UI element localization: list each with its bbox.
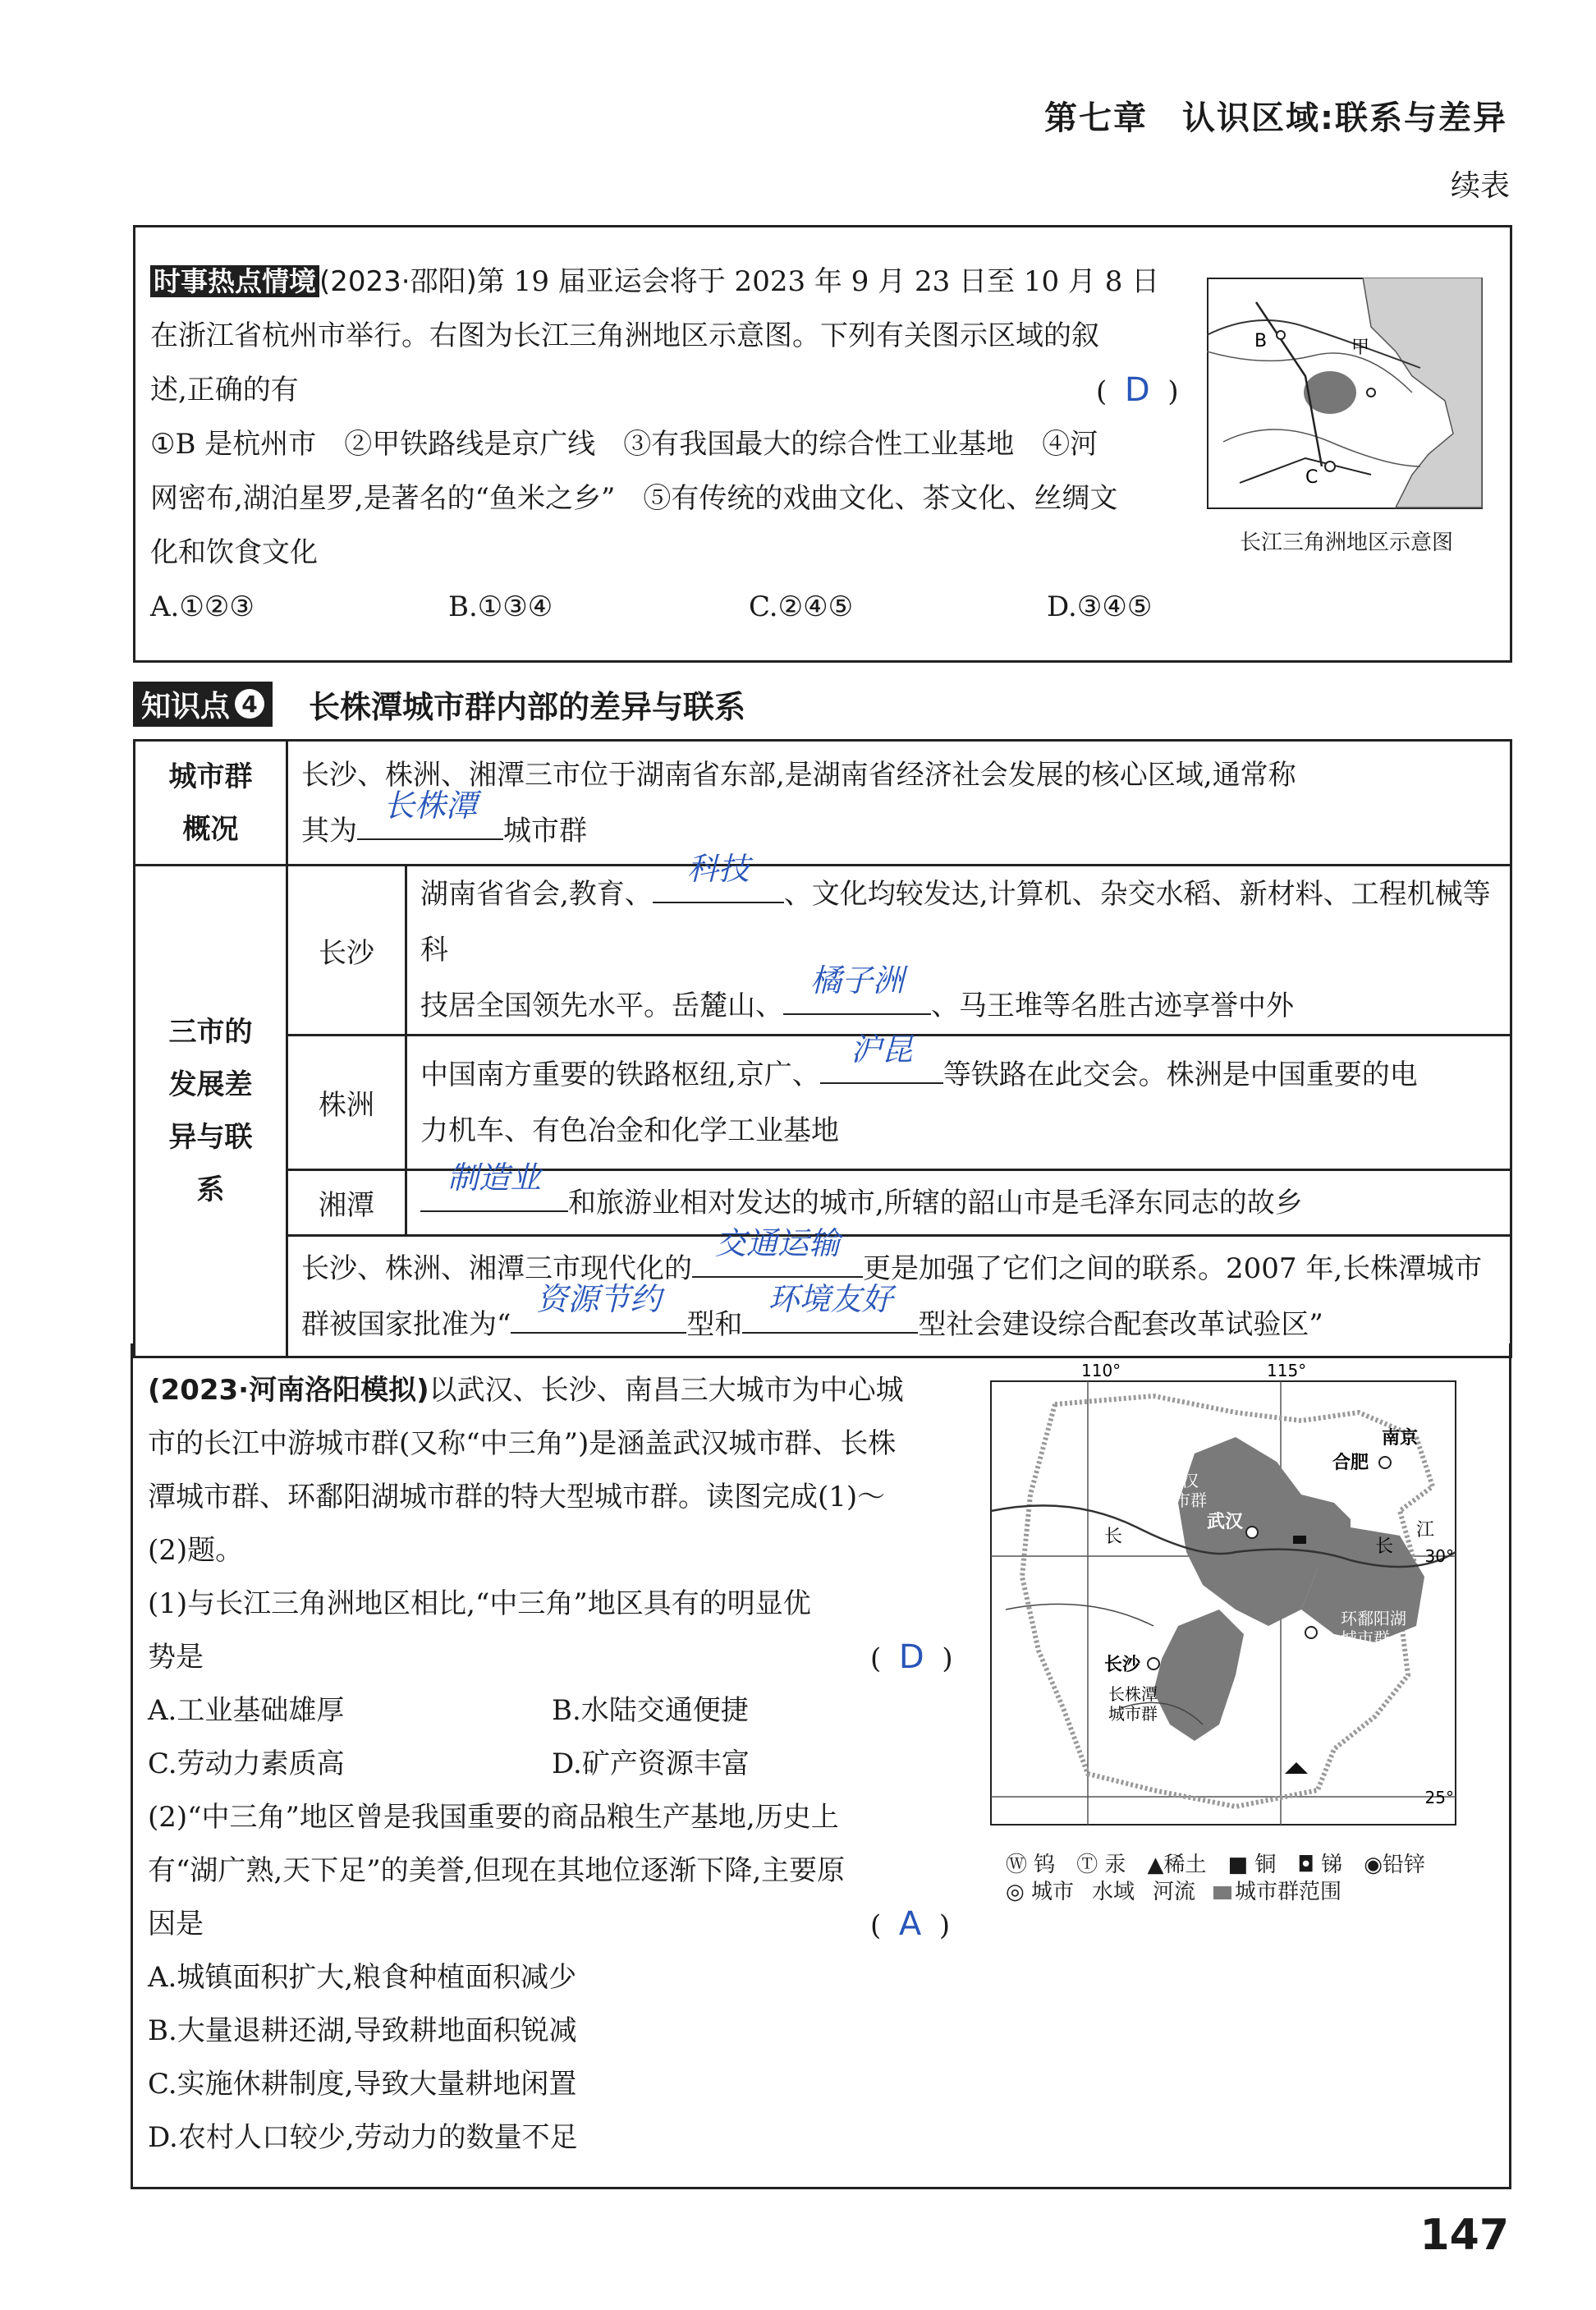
legend-mercury: Ⓣ 汞 <box>1076 1853 1126 1877</box>
link-blank-2[interactable]: 资源节约 <box>511 1302 686 1334</box>
q2-sub2-option-c[interactable]: C.实施休耕制度,导致大量耕地闲置 <box>148 2068 577 2101</box>
q2-sub1-option-d[interactable]: D.矿产资源丰富 <box>552 1747 750 1780</box>
zhuzhou-cell <box>406 1031 1511 1170</box>
map-label-chang: 长 <box>1104 1527 1123 1547</box>
map-label-nanjing: 南京 <box>1382 1428 1419 1449</box>
link-blank-3[interactable]: 环境友好 <box>742 1302 918 1334</box>
map-label-py-group-1: 环鄱阳湖 <box>1341 1609 1406 1628</box>
q2-sub1-line-1: (1)与长江三角洲地区相比,“中三角”地区具有的明显优 <box>148 1587 811 1620</box>
map-lat-30: 30° <box>1424 1546 1454 1566</box>
city-xiangtan: 湘潭 <box>287 1170 406 1236</box>
changsha-blank-1[interactable]: 科技 <box>653 872 784 903</box>
q2-intro-2: 市的长江中游城市群(又称“中三角”)是涵盖武汉城市群、长株 <box>148 1427 897 1460</box>
q2-sub2-line-1: (2)“中三角”地区曾是我国重要的商品粮生产基地,历史上 <box>148 1801 839 1834</box>
map-label-wuhan-group-1: 武汉 <box>1166 1471 1199 1490</box>
q1-line-2: 在浙江省杭州市举行。右图为长江三角洲地区示意图。下列有关图示区域的叙 <box>150 319 1099 352</box>
q2-sub2-option-b[interactable]: B.大量退耕还湖,导致耕地面积锐减 <box>148 2014 577 2047</box>
legend-group-range: 城市群范围 <box>1213 1875 1341 1905</box>
q1-source: (2023·邵阳) <box>319 265 477 298</box>
q2-sub1-option-c[interactable]: C.劳动力素质高 <box>148 1747 345 1780</box>
badge-text: 知识点 <box>141 689 231 723</box>
q2-sub2-option-d[interactable]: D.农村人口较少,劳动力的数量不足 <box>148 2121 578 2154</box>
legend-water: 水域 <box>1091 1880 1135 1904</box>
overview-line-1: 长沙、株洲、湘潭三市位于湖南省东部,是湖南省经济社会发展的核心区域,通常称 <box>301 758 1296 792</box>
q2-sub1-bracket: ( D ) <box>870 1638 953 1676</box>
link-line-2: 群被国家批准为“ 资源节约 型和 环境友好 型社会建设综合配套改革试验区” <box>301 1280 1323 1341</box>
q2-sub2-answer: A <box>898 1905 922 1943</box>
legend-copper: ■ 铜 <box>1227 1853 1277 1877</box>
map-lon-115: 115° <box>1267 1363 1307 1380</box>
copper-icon <box>1293 1536 1306 1544</box>
map-lon-110: 110° <box>1081 1363 1121 1380</box>
chapter-title: 第七章 认识区域:联系与差异 <box>1044 99 1507 137</box>
page-number: 147 <box>1419 2211 1509 2260</box>
map-legend-row-2 <box>1006 1875 1341 1905</box>
q1-line-1 <box>150 255 1159 309</box>
map-label-changsha: 长沙 <box>1104 1655 1141 1675</box>
map-label-chang2: 长 <box>1375 1536 1394 1557</box>
changsha-city-icon <box>1148 1658 1159 1669</box>
overview-cell <box>287 741 1511 866</box>
knowledge-table <box>133 739 1512 1358</box>
bracket-close: ) <box>1167 375 1179 408</box>
badge-number: 4 <box>235 689 264 719</box>
q2-sub2-line-3: 因是 <box>148 1908 204 1940</box>
legend-tungsten: Ⓦ 钨 <box>1006 1853 1056 1877</box>
map-label-cz-group-2: 城市群 <box>1108 1704 1158 1724</box>
xiangtan-cell: 制造业 和旅游业相对发达的城市,所辖的韶山市是毛泽东同志的故乡 <box>406 1170 1511 1236</box>
map-lat-25: 25° <box>1424 1788 1454 1807</box>
q2-sub2-line-2: 有“湖广熟,天下足”的美誉,但现在其地位逐渐下降,主要原 <box>148 1854 846 1887</box>
q1-answer: D <box>1124 371 1150 409</box>
changsha-line-1: 湖南省省会,教育、 科技 、文化均较发达,计算机、杂交水稻、新材料、工程机械等科 <box>420 851 1491 967</box>
q2-sub2-bracket: ( A ) <box>870 1905 951 1943</box>
overview-line-2: 其为 长株潭 城市群 <box>301 787 587 847</box>
q2-sub1-line-2: 势是 <box>148 1641 204 1674</box>
changsha-line-2: 技居全国领先水平。岳麓山、 橘子洲 、马王堆等名胜古迹享誉中外 <box>420 962 1294 1022</box>
q1-line-4: ①B 是杭州市 ②甲铁路线是京广线 ③有我国最大的综合性工业基地 ④河 <box>150 428 1098 461</box>
map-label-py-group-2: 城市群 <box>1341 1628 1390 1648</box>
overview-head: 城市群 概况 <box>135 741 287 866</box>
map-label-nanchang: 南昌 <box>1289 1640 1326 1660</box>
map-legend-row-1 <box>1006 1848 1425 1878</box>
hefei-city-icon <box>1379 1457 1391 1468</box>
q1-option-a[interactable]: A.①②③ <box>150 590 255 623</box>
link-cell <box>287 1224 1511 1357</box>
zhuzhou-blank[interactable]: 沪昆 <box>820 1053 943 1084</box>
legend-lead-zinc: ◉铅锌 <box>1364 1853 1425 1877</box>
legend-antimony: ◘ 锑 <box>1297 1853 1343 1877</box>
map-label-cz-group-1: 长株潭 <box>1108 1684 1158 1704</box>
legend-city: ◎ 城市 <box>1006 1880 1074 1904</box>
wuhan-city-icon <box>1246 1527 1258 1538</box>
changsha-blank-2[interactable]: 橘子洲 <box>783 984 931 1015</box>
q2-intro-4: (2)题。 <box>148 1534 244 1567</box>
knowledge-badge <box>133 682 273 727</box>
q1-line-3: 述,正确的有 <box>150 374 299 406</box>
zhuzhou-line-2: 力机车、有色冶金和化学工业基地 <box>420 1114 839 1147</box>
nanchang-city-icon <box>1305 1627 1317 1638</box>
city-changsha: 长沙 <box>287 866 406 1036</box>
q1-line-5: 网密布,湖泊星罗,是著名的“鱼米之乡” ⑤有传统的戏曲文化、茶文化、丝绸文 <box>150 482 1118 515</box>
overview-blank[interactable]: 长株潭 <box>357 809 503 840</box>
map-caption: 长江三角洲地区示意图 <box>1240 530 1454 555</box>
q2-sub1-option-b[interactable]: B.水陆交通便捷 <box>552 1694 749 1727</box>
q2-intro-3: 潭城市群、环鄱阳湖城市群的特大型城市群。读图完成(1)～ <box>148 1481 886 1513</box>
legend-river: 河流 <box>1152 1880 1195 1904</box>
city-zhuzhou: 株洲 <box>287 1036 406 1170</box>
q2-sub1-answer: D <box>898 1638 924 1676</box>
q2-sub1-option-a[interactable]: A.工业基础雄厚 <box>148 1694 345 1727</box>
map-label-b: B <box>1254 331 1268 351</box>
middle-yangtze-map <box>989 1363 1457 1839</box>
q2-sub2-option-a[interactable]: A.城镇面积扩大,粮食种植面积减少 <box>148 1961 577 1994</box>
map-label-wuhan-group-2: 城市群 <box>1158 1490 1207 1510</box>
q1-option-b[interactable]: B.①③④ <box>448 590 553 623</box>
diff-head: 三市的 发展差 异与联 系 <box>135 866 287 1357</box>
bracket-open: ( <box>1096 375 1108 408</box>
legend-rare-earth: ▲稀土 <box>1147 1853 1207 1877</box>
q1-option-c[interactable]: C.②④⑤ <box>749 590 854 623</box>
q2-intro-1: (2023·河南洛阳模拟)以武汉、长沙、南昌三大城市为中心城 <box>148 1374 904 1407</box>
zhuzhou-line-1: 中国南方重要的铁路枢纽,京广、 沪昆 等铁路在此交会。株洲是中国重要的电 <box>420 1031 1418 1091</box>
q1-text-0: 第 19 届亚运会将于 2023 年 9 月 23 日至 10 月 8 日 <box>476 265 1160 298</box>
q1-line-6: 化和饮食文化 <box>150 536 318 569</box>
continued-label: 续表 <box>1450 169 1510 203</box>
knowledge-point-title <box>133 682 745 726</box>
map-label-c: C <box>1305 467 1319 488</box>
q1-answer-bracket <box>1096 363 1179 419</box>
link-line-1: 长沙、株洲、湘潭三市现代化的 交通运输 更是加强了它们之间的联系。2007 年,长株潭城市 <box>301 1224 1483 1285</box>
q1-option-d[interactable]: D.③④⑤ <box>1047 590 1153 623</box>
hot-topic-tag: 时事热点情境 <box>150 265 319 297</box>
xiangtan-blank[interactable]: 制造业 <box>420 1181 568 1212</box>
map-label-hefei: 合肥 <box>1332 1453 1369 1473</box>
yangtze-delta-map <box>1207 278 1483 509</box>
map-label-wuhan: 武汉 <box>1207 1512 1244 1532</box>
map-label-jia: 甲 <box>1351 338 1370 358</box>
knowledge-title: 长株潭城市群内部的差异与联系 <box>309 688 746 725</box>
map-label-jiang: 江 <box>1416 1520 1435 1541</box>
changsha-cell <box>406 851 1511 1036</box>
link-blank-1[interactable]: 交通运输 <box>692 1247 863 1278</box>
